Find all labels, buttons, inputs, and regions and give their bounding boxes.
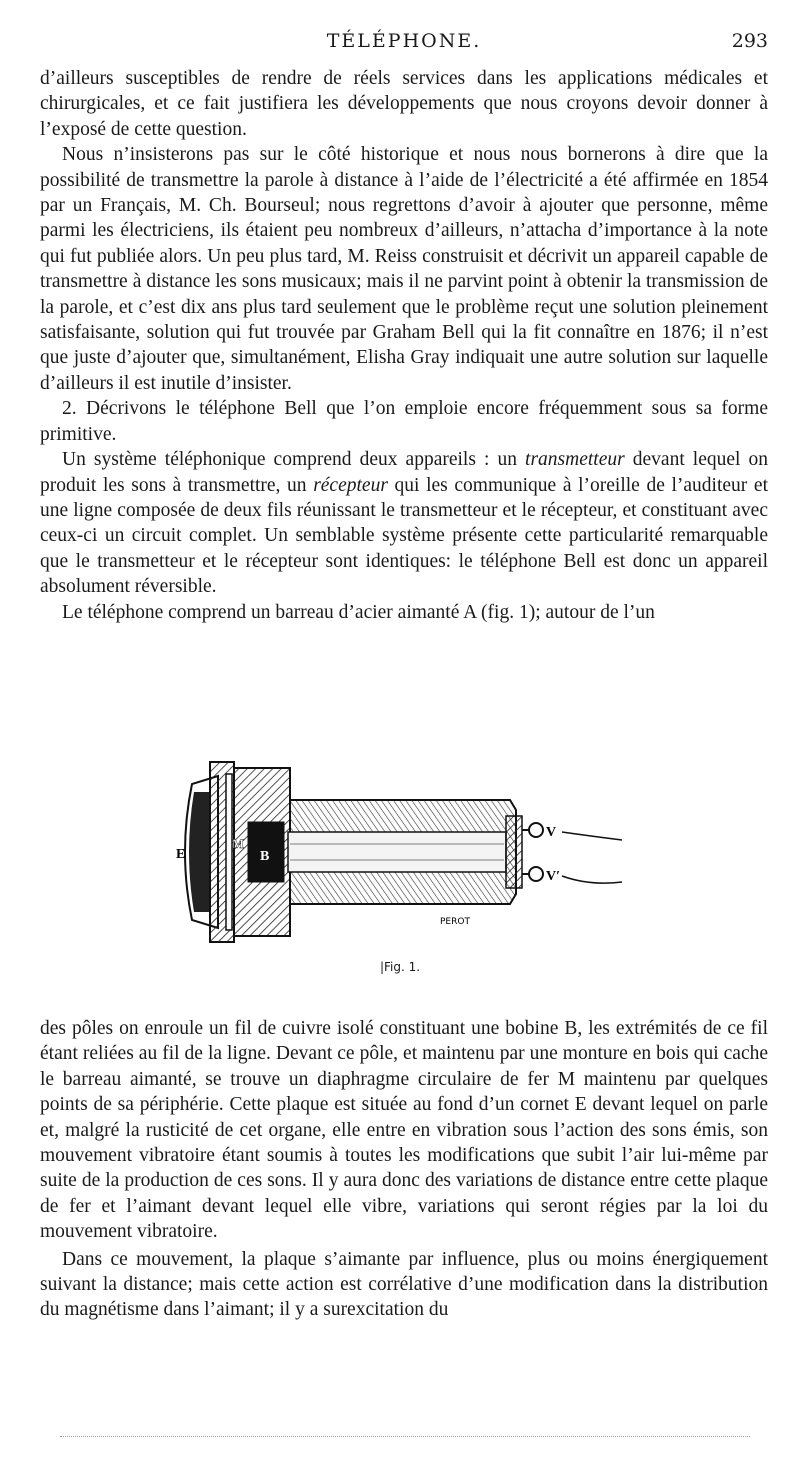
text-run: devant lequel on produit les sons à transmettre, un <box>40 449 769 496</box>
terminal-v <box>529 823 543 837</box>
magnet-bar <box>288 832 506 872</box>
engraver-signature: PEROT <box>440 917 470 927</box>
paragraph-telephone-intro: Le téléphone comprend un barreau d’acier aimanté A (fig. 1); autour de l’un <box>62 601 655 623</box>
paragraph-mechanism: des pôles on enroule un fil de cuivre isolé constituant une bobine B, les extrémités de ce fil étant reliées au fil de la ligne. Devant ce pôle, et maintenu par une monture en bois qui cache le barreau aimanté, se trouve un diaphragme circulaire de fer M maintenu par quelques points de sa périphérie. Cette plaque est située au fond d’un cornet E devant lequel on parle et, malgré la rusticité de cet organe, elle entre en vibration sous l’action des sons émis, son mouvement vibratoire étant soumis à toutes les modifications que subit l’air lui-même par suite de la production de ces sons. Il y aura donc des variations de distance entre cette plaque de fer et l’aimant devant lequel elle vibre, variations qui seront régies par la loi du mouvement vibratoire. <box>40 1018 768 1243</box>
paragraph-continuation: d’ailleurs susceptibles de rendre de réels services dans les applications médicales et chirurgicales, et ce fait justifiera les développements que nous croyons devoir donner à l’exposé de cette question. <box>40 68 768 140</box>
wire-1 <box>562 832 622 840</box>
diaphragm <box>226 774 232 930</box>
mouthpiece-cavity <box>189 792 210 912</box>
label-b: B <box>260 849 270 864</box>
label-e: E <box>176 847 186 862</box>
term-transmetteur: transmetteur <box>525 449 625 471</box>
wire-2 <box>562 876 622 883</box>
running-header <box>40 30 768 58</box>
terminal-v-prime <box>529 867 543 881</box>
text-run: qui les communique à l’oreille de l’auditeur et une ligne composée de deux fils réunissant le transmetteur et le récepteur, et constituant avec ceux-ci un circuit complet. Un semblable système présente cette particularité remarquable que le transmetteur et le récepteur sont identiques: le téléphone Bell est donc un appareil absolument réversible. <box>40 474 768 598</box>
page-number: 293 <box>731 30 768 52</box>
paragraph-section-2: 2. Décrivons le téléphone Bell que l’on emploie encore fréquemment sous sa forme primitive. <box>40 398 768 445</box>
running-title: TÉLÉPHONE. <box>326 30 482 52</box>
body-text-top <box>40 66 768 625</box>
paragraph-history: Nous n’insisterons pas sur le côté historique et nous nous bornerons à dire que la possibilité de transmettre la parole à distance à l’aide de l’électricité a été affirmée en 1854 par un Français, M. Ch. Bourseul; nous regrettons d’avoir à ajouter que personne, même parmi les électriciens, ils étaient peu nombreux d’ailleurs, n’attacha d’importance à la note qui fut publiée alors. Un peu plus tard, M. Reiss construisit et décrivit un appareil capable de transmettre à distance les sons musicaux; mais il ne parvint point à obtenir la transmission de la parole, et c’est dix ans plus tard seulement que le problème reçut une solution pleinement satisfaisante, solution qui fut trouvée par Graham Bell qui la fit connaître en 1876; il n’est que juste d’ajouter que, simultanément, Elisha Gray indiquait une autre solution sur laquelle d’ailleurs il est inutile d’insister. <box>40 144 768 394</box>
text-run: Un système téléphonique comprend deux appareils : un <box>62 449 526 471</box>
label-v: V <box>546 825 557 840</box>
body-text-bottom <box>40 1016 768 1323</box>
telephone-illustration <box>170 752 630 952</box>
term-recepteur: récepteur <box>313 474 388 496</box>
end-cap <box>506 816 522 888</box>
footer-dotted-rule <box>60 1436 750 1437</box>
paragraph-magnetism: Dans ce mouvement, la plaque s’aimante par influence, plus ou moins énergiquement suivant la distance; mais cette action est corrélative d’une modification dans la distribution du magnétisme dans l’aimant; il y a surexcitation du <box>40 1248 768 1321</box>
paragraph-system <box>40 447 768 599</box>
label-m: M <box>232 836 245 851</box>
label-v-prime: V′ <box>546 869 561 884</box>
figure-bell-telephone <box>170 752 630 952</box>
figure-caption: |Fig. 1. <box>379 960 421 974</box>
